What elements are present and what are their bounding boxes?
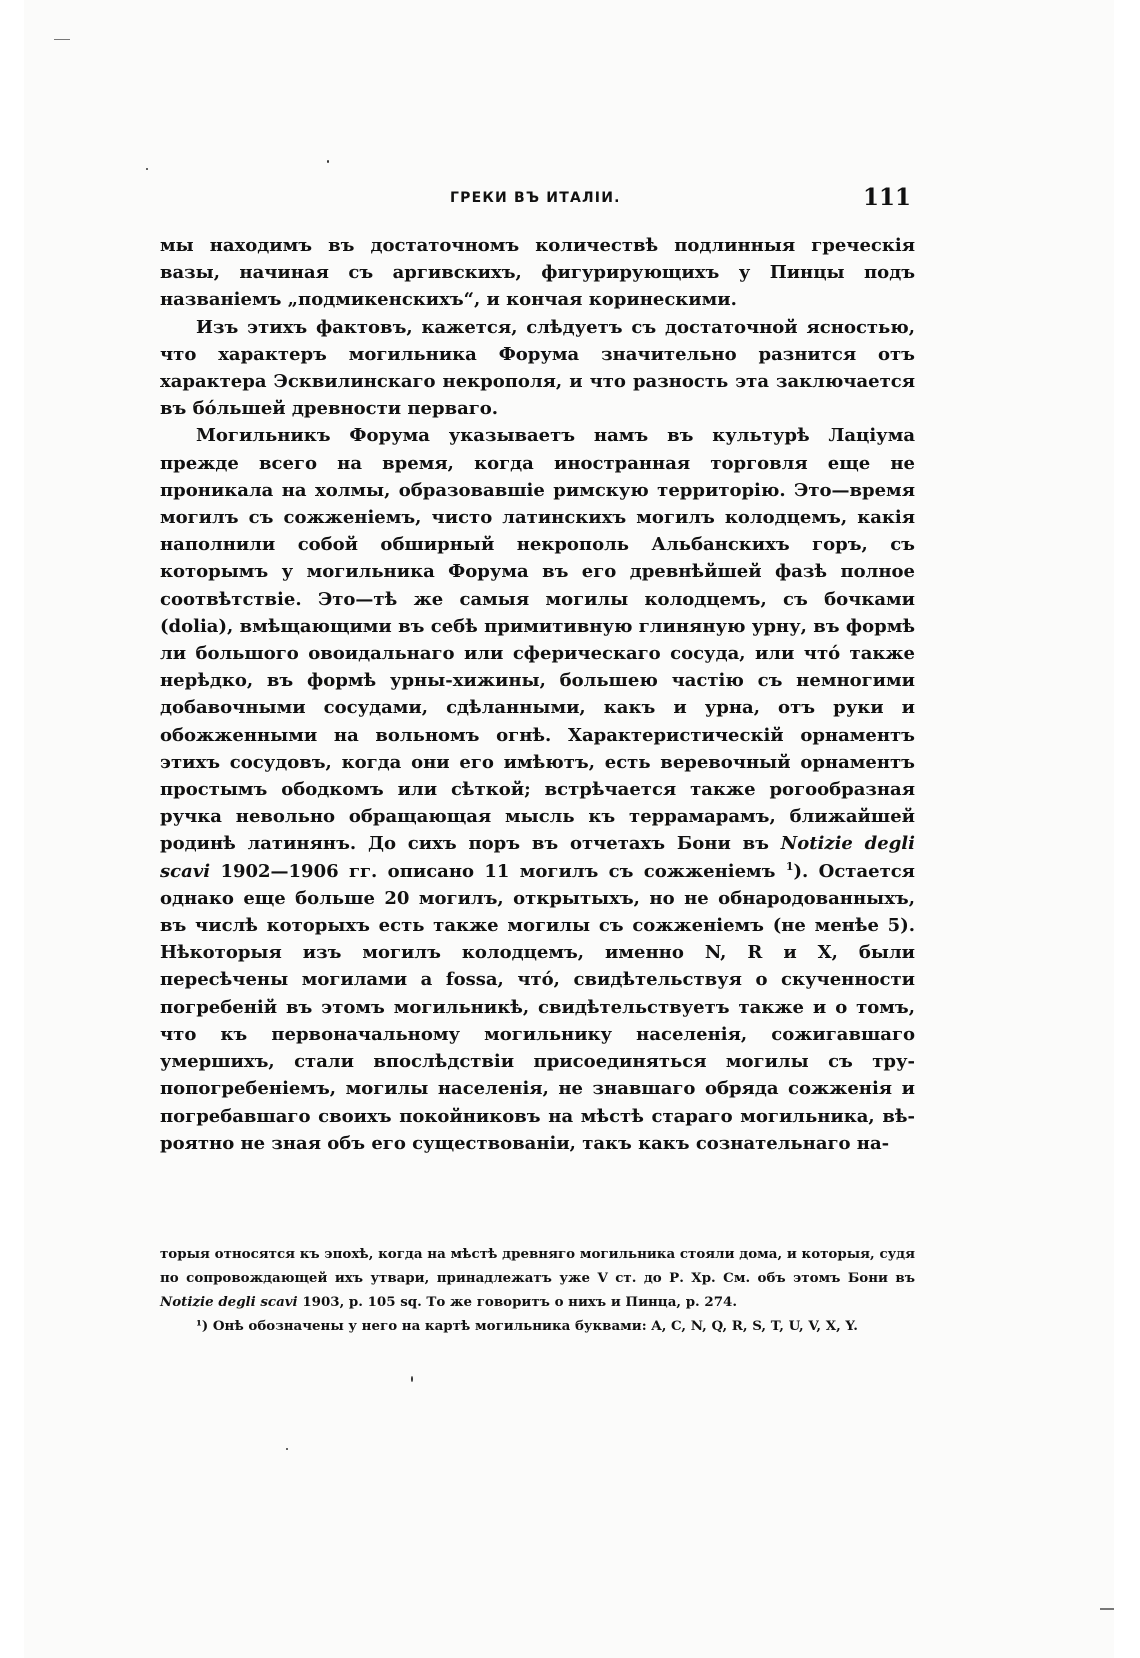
footnotes [160, 1242, 915, 1338]
footnote-text: 1903, p. 105 sq. То же говоритъ о нихъ и Пинца, p. 274. [302, 1294, 737, 1310]
print-speck [327, 160, 329, 163]
running-title: ГРЕКИ ВЪ ИТАЛІИ. [450, 190, 621, 206]
scan-edge-mark [54, 39, 70, 40]
footnote-1: ¹) Онѣ обозначены у него на картѣ могильника буквами: A, C, N, Q, R, S, T, U, V, X, Y. [196, 1318, 858, 1334]
print-speck [146, 168, 148, 170]
print-speck [411, 1376, 413, 1382]
print-speck [286, 1448, 288, 1450]
paragraph-text: ). Остается однако еще больше 20 могилъ, открытыхъ, но не обнародованныхъ, въ числѣ которыхъ есть также могилы съ сожженіемъ (не менѣе 5). Нѣкоторыя изъ могилъ колодцемъ, именно N, R и X, были пересѣчены могилами a fossa, чтó, свидѣтельствуя о скученности погребеній въ этомъ могильникѣ, свидѣтельствуетъ также и о томъ, что къ первоначальному могильнику населенія, сожигавшаго умершихъ, стали впослѣдствіи присоединяться могилы съ трупопогребеніемъ, могилы населенія, не знавшаго обряда сожженія и погребавшаго своихъ покойниковъ на мѣстѣ стараго могильника, вѣроятно не зная объ его существованіи, такъ какъ сознательнаго на- [160, 860, 915, 1154]
footnote-continued [160, 1242, 915, 1314]
paragraph-continued: мы находимъ въ достаточномъ количествѣ подлинныя греческія вазы, начиная съ аргивскихъ, фигурирующихъ у Пинцы подъ названіемъ „подмикенскихъ“, и кончая коринескими. [160, 235, 915, 311]
footnote-text: торыя относятся къ эпохѣ, когда на мѣстѣ древняго могильника стояли дома, и которыя, судя по сопровождающей ихъ утвари, принадлежатъ уже V ст. до Р. Хр. См. объ этомъ Бони въ [160, 1246, 915, 1286]
footnote-reference: 1 [785, 859, 794, 873]
paragraph-text: 1902—1906 гг. описано 11 могилъ съ сожженіемъ [220, 860, 776, 882]
running-header [160, 184, 915, 218]
main-text [160, 232, 915, 1157]
paragraph [160, 422, 915, 1156]
paragraph: Изъ этихъ фактовъ, кажется, слѣдуетъ съ достаточной ясностью, что характеръ могильника Форума значительно разнится отъ характера Эсквилинскаго некрополя, и что разность эта заключается въ бóльшей древности перваго. [160, 316, 915, 420]
paragraph-text: Могильникъ Форума указываетъ намъ въ культурѣ Лаціума прежде всего на время, когда иностранная торговля еще не проникала на холмы, образовавшіе римскую территорію. Это—время могилъ съ сожженіемъ, чисто латинскихъ могилъ колодцемъ, какія наполнили собой обширный некрополь Альбанскихъ горъ, съ которымъ у могильника Форума въ его древнѣйшей фазѣ полное соотвѣтствіе. Это—тѣ же самыя могилы колодцемъ, съ бочками (dolia), вмѣщающими въ себѣ примитивную глиняную урну, въ формѣ ли большого овоидальнаго или сферическаго сосуда, или чтó также нерѣдко, въ формѣ урны-хижины, большею частію съ немногими добавочными сосудами, сдѣланными, какъ и урна, отъ руки и обожженными на вольномъ огнѣ. Характеристическій орнаментъ этихъ сосудовъ, когда они его имѣютъ, есть веревочный орнаментъ простымъ ободкомъ или сѣткой; встрѣчается также рогообразная ручка невольно обращающая мысль къ террамарамъ, ближайшей родинѣ латинянъ. До сихъ поръ въ отчетахъ Бони въ [160, 425, 915, 855]
journal-title: Notizie degli scavi [160, 833, 915, 882]
scan-edge-mark [1100, 1608, 1114, 1610]
journal-title: Notizie degli scavi [160, 1294, 298, 1310]
page-number: 111 [862, 184, 911, 211]
